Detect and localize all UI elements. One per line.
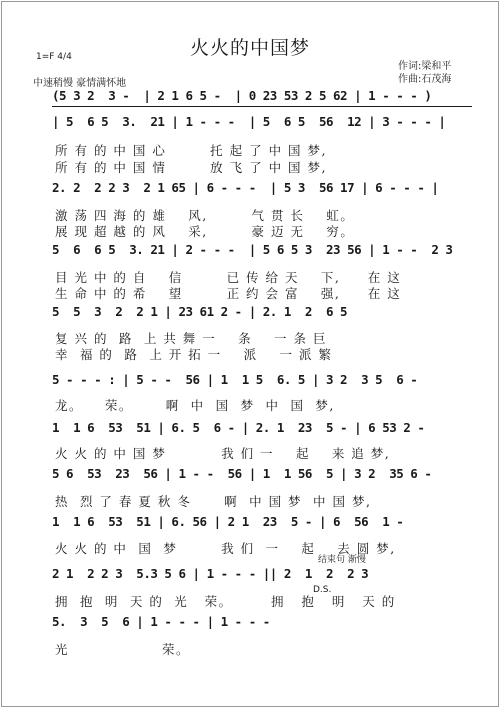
notation-line: 5 6 53 23 56 | 1 - - 56 | 1 1 56 5 | 3 2 35 6 -	[52, 466, 432, 481]
lyric-line: 龙。 荣。 啊 中 国 梦 中 国 梦,	[55, 398, 335, 413]
lyric-line: 拥 抱 明 天 的 光 荣。 拥 抱 明 天 的	[55, 594, 396, 609]
lyric-line: 光 荣。	[55, 642, 191, 657]
notation-line: (5 3 2 3 - | 2 1 6 5 - | 0 23 53 2 5 62 | 1 - - - )	[52, 88, 432, 103]
notation-line: 5. 3 5 6 | 1 - - - | 1 - - -	[52, 614, 270, 629]
song-title: 火火的中国梦	[189, 37, 310, 59]
lyricist-credit: 作词:梁和平	[398, 61, 452, 72]
lyric-line: 目 光 中 的 自 信 已 传 给 天 下, 在 这	[55, 270, 402, 285]
lyric-line: 幸 福 的 路 上 开 拓 一 派 一 派 繁	[55, 347, 333, 362]
notation-line: | 5 6 5 3. 21 | 1 - - - | 5 6 5 56 12 | 3 - - - |	[52, 114, 446, 129]
notation-line: 2 1 2 2 3 5.3 5 6 | 1 - - - || 2 1 2 2 3	[52, 566, 369, 581]
notation-line: 2. 2 2 2 3 2 1 65 | 6 - - - | 5 3 56 17 | 6 - - - |	[52, 180, 439, 195]
lyric-line: 所 有 的 中 国 心 托 起 了 中 国 梦,	[55, 143, 327, 158]
notation-line: 5 5 3 2 2 1 | 23 61 2 - | 2. 1 2 6 5	[52, 304, 348, 319]
lyric-line: 火 火 的 中 国 梦 我 们 一 起 来 追 梦,	[55, 446, 391, 461]
ds-marking: D.S.	[313, 585, 332, 595]
staff-divider	[52, 106, 472, 107]
notation-line: 1 1 6 53 51 | 6. 5 6 - | 2. 1 23 5 - | 6 53 2 -	[52, 420, 425, 435]
key-signature: 1=F 4/4	[36, 52, 72, 62]
lyric-line: 激 荡 四 海 的 雄 风, 气 贯 长 虹。	[55, 208, 355, 223]
notation-line: 1 1 6 53 51 | 6. 56 | 2 1 23 5 - | 6 56 1 -	[52, 514, 404, 529]
composer-credit: 作曲:石茂海	[398, 74, 452, 85]
lyric-line: 生 命 中 的 希 望 正 约 会 富 强, 在 这	[55, 286, 402, 301]
tempo-marking: 中速稍慢 豪情满怀地	[33, 78, 127, 89]
notation-line: 5 - - - : | 5 - - 56 | 1 1 5 6. 5 | 3 2 3 5 6 -	[52, 372, 418, 387]
lyric-line: 展 现 超 越 的 风 采, 豪 迈 无 穷。	[55, 224, 355, 239]
ending-annotation: 结束句 渐慢	[318, 555, 366, 565]
lyric-line: 所 有 的 中 国 情 放 飞 了 中 国 梦,	[55, 160, 327, 175]
lyric-line: 火 火 的 中 国 梦 我 们 一 起 去 圆 梦,	[55, 541, 396, 556]
notation-line: 5 6 6 5 3. 21 | 2 - - - | 5 6 5 3 23 56 | 1 - - 2 3	[52, 242, 453, 257]
lyric-line: 复 兴 的 路 上 共 舞 一 条 一 条 巨	[55, 331, 327, 346]
lyric-line: 热 烈 了 春 夏 秋 冬 啊 中 国 梦 中 国 梦,	[55, 494, 372, 509]
